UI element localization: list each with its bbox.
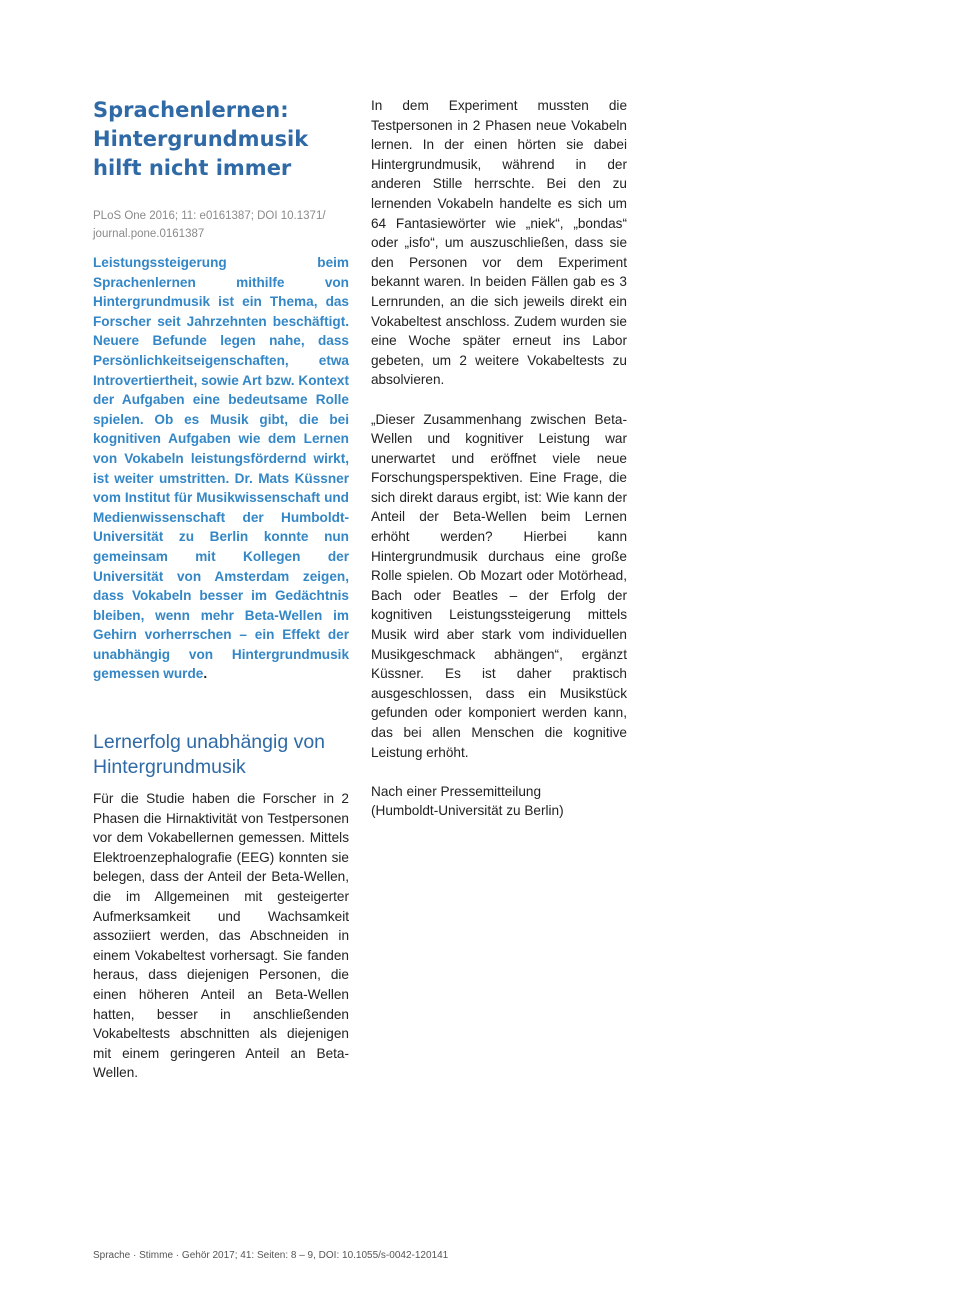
article-title: Sprachenlernen: Hintergrundmusik hilft nicht immer <box>93 98 309 180</box>
citation <box>93 207 349 243</box>
citation-journal: PLoS One 2016; 11: e0161387 <box>93 210 251 222</box>
body-paragraph-2: In dem Experiment mussten die Testpersonen in 2 Phasen neue Vokabeln lernen. In der einen hörten sie dabei Hintergrundmusik, während in der anderen Stille herrschte. Bei den zu lernenden Vokabeln handelte es sich um 64 Fantasiewörter wie „niek“, „bondas“ oder „isfo“, um auszuschließen, dass sie den Personen vor dem Experiment bekannt waren. In beiden Fällen gab es 3 Lernrunden, an die sich jeweils direkt ein Vokabeltest anschloss. Zudem wurden sie eine Woche später erneut ins Labor gebeten, um 2 weitere Vokabeltests zu absolvieren. <box>371 98 627 388</box>
right-column <box>371 96 627 821</box>
citation-separator: ; <box>250 210 258 222</box>
section-subheading: Lernerfolg unabhängig von Hintergrundmusik <box>93 731 326 779</box>
lead-paragraph <box>93 253 349 684</box>
left-column <box>93 96 349 1083</box>
source-note <box>371 782 627 821</box>
lead-period: . <box>203 666 208 682</box>
lead-text: Leistungssteigerung beim Sprachenlernen mithilfe von Hintergrundmusik ist ein Thema, das Forscher seit Jahrzehnten beschäftigt. Neuere Befunde legen nahe, dass Persönlichkeitseigenschaften, etwa Introvertiertheit, sowie Art bzw. Kontext der Aufgaben eine bedeutsame Rolle spielen. Ob es Musik gibt, die bei kognitiven Aufgaben wie dem Lernen von Vokabeln leistungsfördernd wirkt, ist weiter umstritten. Dr. Mats Küssner vom Institut für Musikwissenschaft und Medienwissenschaft der Humboldt-Universität zu Berlin konnte nun gemeinsam mit Kollegen der Universität von Amsterdam zeigen, dass Vokabeln besser im Gedächtnis bleiben, wenn mehr Beta-Wellen im Gehirn vorherrschen – ein Effekt der unabhängig von Hintergrundmusik gemessen wurde <box>93 255 349 682</box>
body-paragraph-1: Für die Studie haben die Forscher in 2 Phasen die Hirnaktivität von Testpersonen vor dem Vokabellernen gemessen. Mittels Elektroenzephalografie (EEG) konnten sie belegen, dass der Anteil der Beta-Wellen, die im Allgemeinen mit gesteigerter Aufmerksamkeit und Wachsamkeit assoziiert werden, das Abschneiden in einem Vokabeltest vorhersagt. Sie fanden heraus, dass diejenigen Personen, die einen höheren Anteil an Beta-Wellen hatten, besser in anschließenden Vokabeltests abschnitten als diejenigen mit einem geringeren Anteil an Beta-Wellen. <box>93 791 349 1081</box>
page-footer: Sprache · Stimme · Gehör 2017; 41: Seiten: 8 – 9, DOI: 10.1055/s-0042-120141 <box>93 1250 449 1261</box>
citation-doi: DOI 10.1371/ journal.pone.0161387 <box>93 210 326 240</box>
body-paragraph-3: „Dieser Zusammenhang zwischen Beta-Wellen und kognitiver Leistung war unerwartet und eröffnet viele neue Forschungsperspektiven. Eine Frage, die sich direkt daraus ergibt, ist: Wie kann der Anteil der Beta-Wellen beim Lernen erhöht werden? Hierbei kann Hintergrundmusik durchaus eine große Rolle spielen. Ob Mozart oder Motörhead, Bach oder Beatles – der Erfolg der kognitiven Leistungssteigerung mittels Musik wird aber stark vom individuellen Musikgeschmack abhängen“, ergänzt Küssner. Es ist daher praktisch ausgeschlossen, dass ein Musikstück gefunden oder komponiert werden kann, das bei allen Menschen die kognitive Leistung erhöht. <box>371 411 627 760</box>
source-line-1: Nach einer Pressemitteilung <box>371 783 542 799</box>
source-line-2: (Humboldt-Universität zu Berlin) <box>371 803 564 819</box>
